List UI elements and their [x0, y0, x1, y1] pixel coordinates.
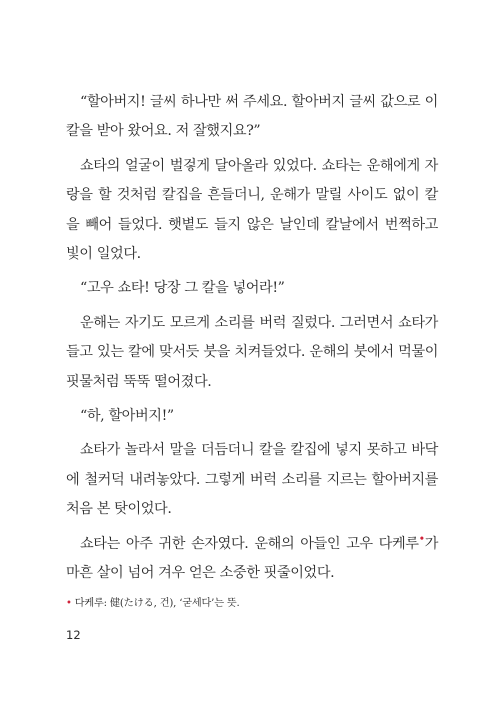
paragraph: “하, 할아버지!” [80, 408, 174, 425]
footnote-mark: • [66, 598, 72, 609]
paragraph: “할아버지! 글씨 하나만 써 주세요. 할아버지 글씨 값으로 이 칼을 받아 왔어요. 저 잘했지요?” [66, 94, 438, 140]
paragraph: 운해는 자기도 모르게 소리를 버럭 질렀다. 그러면서 쇼타가 들고 있는 칼에 맞서듯 붓을 치켜들었다. 운해의 붓에서 먹물이 핏물처럼 뚝뚝 떨어졌다. [66, 314, 438, 390]
footnote-text: 다케루: 健(たける, 건), ‘굳세다’는 뜻. [74, 598, 240, 609]
paragraph-last [66, 530, 438, 589]
paragraph: “고우 쇼타! 당장 그 칼을 넣어라!” [80, 280, 285, 297]
page-number: 12 [66, 628, 81, 642]
paragraph: 쇼타가 놀라서 말을 더듬더니 칼을 칼집에 넣지 못하고 바닥에 철커덕 내려놓았다. 그렇게 버럭 소리를 지르는 할아버지를 처음 본 탓이었다. [66, 442, 438, 518]
footnote-reference-mark: • [418, 531, 425, 545]
paragraph-text: 쇼타는 아주 귀한 손자였다. 운해의 아들인 고우 다케루 [80, 535, 419, 552]
paragraph-text: 가 마흔 살이 넘어 겨우 얻은 소중한 핏줄이었다. [66, 535, 438, 582]
footnote [66, 594, 438, 609]
body-text [66, 88, 438, 589]
paragraph: 쇼타의 얼굴이 벌겋게 달아올라 있었다. 쇼타는 운해에게 자랑을 할 것처럼 칼집을 흔들더니, 운해가 말릴 사이도 없이 칼을 빼어 들었다. 햇볕도 들지 않은 날인데 칼날에서 번쩍하고 빛이 일었다. [66, 157, 438, 263]
